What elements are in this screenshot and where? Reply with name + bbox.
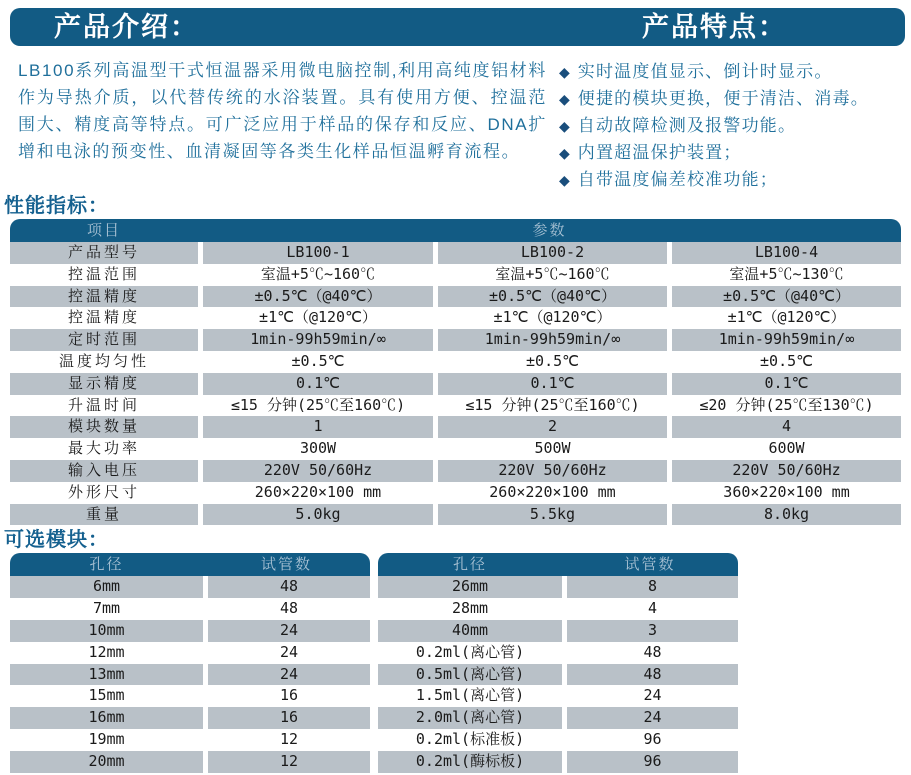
module-tube-count-cell: 24 [562,685,738,707]
module-tube-count-cell: 12 [203,751,370,773]
spec-value-cell: 500W [433,438,667,460]
module-table-left [10,553,370,772]
feature-item [559,58,869,85]
module-table-row [10,751,370,773]
modules-section-heading: 可选模块： [4,529,109,552]
module-table-row [10,707,370,729]
module-bore-cell: 2.0ml(离心管) [378,707,562,729]
module-bore-cell: 16mm [10,707,203,729]
spec-value-cell: 260×220×100 mm [198,482,433,504]
module-tube-count-cell: 3 [562,620,738,642]
module-tube-count-cell: 96 [562,729,738,751]
feature-text: 自动故障检测及报警功能。 [577,116,797,135]
spec-table-rows [10,242,901,525]
module-table-row [10,664,370,686]
feature-item [559,112,869,139]
modules-tables-row [10,553,911,772]
spec-value-cell: 0.1℃ [667,373,901,395]
spec-value-cell: 300W [198,438,433,460]
spec-value-cell: ≤15 分钟(25℃至160℃) [198,395,433,417]
spec-value-cell: ±0.5℃（@40℃） [667,286,901,308]
diamond-bullet-icon: ◆ [559,118,570,134]
module-table-row [10,620,370,642]
module-table-row [378,685,738,707]
spec-value-cell: ±1℃（@120℃） [433,307,667,329]
features-banner-title: 产品特点： [642,12,787,42]
spec-value-cell: 2 [433,416,667,438]
module-bore-cell: 12mm [10,642,203,664]
module-table-row [378,598,738,620]
spec-table-row [10,416,901,438]
spec-value-cell: ≤15 分钟(25℃至160℃) [433,395,667,417]
spec-label-cell: 定时范围 [10,329,198,351]
top-banner [10,8,905,46]
module-header-bore: 孔径 [378,553,562,576]
spec-section-heading: 性能指标： [4,195,109,217]
spec-value-cell: 1min-99h59min/∞ [667,329,901,351]
spec-table-row [10,438,901,460]
spec-label-cell: 输入电压 [10,460,198,482]
feature-text: 内置超温保护装置； [577,143,742,162]
intro-paragraph: LB100系列高温型干式恒温器采用微电脑控制,利用高纯度铝材料作为导热介质，以代替传统的水浴装置。具有使用方便、控温范围大、精度高等特点。可广泛应用于样品的保存和反应、DNA扩增和电泳的预变性、血清凝固等各类生化样品恒温孵育流程。 [18,61,547,161]
spec-label-cell: 控温精度 [10,286,198,308]
spec-value-cell: 260×220×100 mm [433,482,667,504]
spec-label-cell: 最大功率 [10,438,198,460]
module-tube-count-cell: 48 [203,598,370,620]
spec-label-cell: 显示精度 [10,373,198,395]
spec-value-cell: 220V 50/60Hz [433,460,667,482]
module-bore-cell: 13mm [10,664,203,686]
module-tube-count-cell: 48 [562,664,738,686]
spec-table-row [10,307,901,329]
spec-label-cell: 外形尺寸 [10,482,198,504]
spec-table-row [10,460,901,482]
feature-item [559,139,869,166]
module-bore-cell: 40mm [378,620,562,642]
diamond-bullet-icon: ◆ [559,172,570,188]
module-table-row [378,751,738,773]
spec-value-cell: LB100-2 [433,242,667,264]
spec-table-row [10,504,901,526]
module-bore-cell: 0.5ml(离心管) [378,664,562,686]
spec-label-cell: 控温精度 [10,307,198,329]
spec-table-row [10,373,901,395]
module-tube-count-cell: 48 [203,576,370,598]
spec-header-item: 项目 [10,219,198,242]
spec-value-cell: 360×220×100 mm [667,482,901,504]
module-table-row [378,729,738,751]
module-tube-count-cell: 96 [562,751,738,773]
spec-table-row [10,286,901,308]
spec-table-row [10,351,901,373]
module-tube-count-cell: 24 [203,620,370,642]
spec-value-cell: 1 [198,416,433,438]
module-header-tube-count: 试管数 [203,553,370,576]
module-table-right [378,553,738,772]
spec-value-cell: ±1℃（@120℃） [198,307,433,329]
module-table-rows-1 [378,576,738,772]
module-header-tube-count: 试管数 [562,553,738,576]
spec-value-cell: 5.5kg [433,504,667,526]
spec-value-cell: 4 [667,416,901,438]
spec-value-cell: 0.1℃ [198,373,433,395]
diamond-bullet-icon: ◆ [559,91,570,107]
module-table-row [378,664,738,686]
spec-value-cell: ±0.5℃ [198,351,433,373]
module-tube-count-cell: 16 [203,685,370,707]
spec-value-cell: ±0.5℃ [667,351,901,373]
spec-value-cell: 1min-99h59min/∞ [198,329,433,351]
features-list [559,57,869,193]
module-bore-cell: 20mm [10,751,203,773]
spec-value-cell: 600W [667,438,901,460]
spec-value-cell: 220V 50/60Hz [667,460,901,482]
module-bore-cell: 26mm [378,576,562,598]
module-table-row [378,576,738,598]
module-bore-cell: 1.5ml(离心管) [378,685,562,707]
spec-value-cell: ±1℃（@120℃） [667,307,901,329]
module-bore-cell: 19mm [10,729,203,751]
spec-value-cell: 室温+5℃~130℃ [667,264,901,286]
module-table-row [378,642,738,664]
spec-value-cell: LB100-1 [198,242,433,264]
module-tube-count-cell: 4 [562,598,738,620]
module-tube-count-cell: 48 [562,642,738,664]
spec-value-cell: ±0.5℃ [433,351,667,373]
spec-label-cell: 控温范围 [10,264,198,286]
module-tube-count-cell: 24 [203,664,370,686]
module-table-row [10,729,370,751]
module-table-row [10,642,370,664]
spec-table-row [10,395,901,417]
spec-table-row [10,482,901,504]
spec-value-cell: ±0.5℃（@40℃） [198,286,433,308]
spec-table-row [10,242,901,264]
module-bore-cell: 10mm [10,620,203,642]
spec-label-cell: 模块数量 [10,416,198,438]
diamond-bullet-icon: ◆ [559,145,570,161]
module-bore-cell: 15mm [10,685,203,707]
intro-features-row [18,57,911,193]
module-table-row [10,598,370,620]
feature-text: 实时温度值显示、倒计时显示。 [577,62,833,81]
feature-text: 便捷的模块更换，便于清洁、消毒。 [577,89,869,108]
spec-value-cell: 220V 50/60Hz [198,460,433,482]
spec-table-row [10,329,901,351]
feature-text: 自带温度偏差校准功能； [577,170,778,189]
intro-banner-title: 产品介绍： [54,12,199,42]
module-table-row [10,685,370,707]
module-bore-cell: 0.2ml(离心管) [378,642,562,664]
module-table-row [10,576,370,598]
module-tube-count-cell: 24 [562,707,738,729]
module-tube-count-cell: 24 [203,642,370,664]
module-tube-count-cell: 16 [203,707,370,729]
spec-value-cell: 室温+5℃~160℃ [433,264,667,286]
module-table-row [378,620,738,642]
module-tube-count-cell: 8 [562,576,738,598]
module-bore-cell: 0.2ml(标准板) [378,729,562,751]
spec-label-cell: 产品型号 [10,242,198,264]
module-tube-count-cell: 12 [203,729,370,751]
module-header-bore: 孔径 [10,553,203,576]
spec-label-cell: 升温时间 [10,395,198,417]
feature-item [559,166,869,193]
diamond-bullet-icon: ◆ [559,64,570,80]
spec-value-cell: 8.0kg [667,504,901,526]
module-table-header-row [378,553,738,576]
spec-value-cell: 5.0kg [198,504,433,526]
spec-header-params: 参数 [198,219,901,242]
spec-label-cell: 重量 [10,504,198,526]
spec-value-cell: 0.1℃ [433,373,667,395]
module-table-header-row [10,553,370,576]
spec-label-cell: 温度均匀性 [10,351,198,373]
spec-value-cell: 室温+5℃~160℃ [198,264,433,286]
spec-value-cell: ±0.5℃（@40℃） [433,286,667,308]
module-bore-cell: 28mm [378,598,562,620]
module-bore-cell: 0.2ml(酶标板) [378,751,562,773]
spec-table [10,219,901,525]
module-bore-cell: 7mm [10,598,203,620]
module-bore-cell: 6mm [10,576,203,598]
spec-value-cell: ≤20 分钟(25℃至130℃) [667,395,901,417]
spec-value-cell: LB100-4 [667,242,901,264]
feature-item [559,85,869,112]
module-table-row [378,707,738,729]
spec-value-cell: 1min-99h59min/∞ [433,329,667,351]
spec-table-row [10,264,901,286]
spec-table-header-row [10,219,901,242]
module-table-rows-0 [10,576,370,772]
